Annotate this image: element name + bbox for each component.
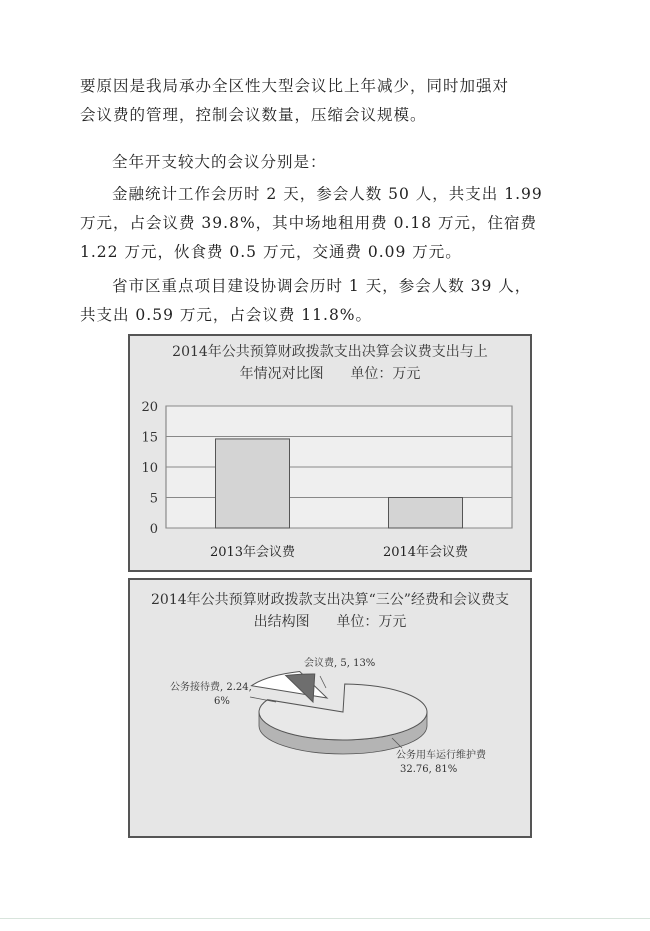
pie-label-vehicle-value: 32.76, 81%	[400, 764, 458, 775]
bar-chart	[128, 334, 532, 572]
paragraph-2-line-1: 全年开支较大的会议分别是：	[112, 153, 327, 171]
paragraph-1-line-1: 要原因是我局承办全区性大型会议比上年减少，同时加强对	[80, 77, 510, 95]
paragraph-2	[80, 148, 580, 177]
bar-chart-title-line-2: 年情况对比图 单位：万元	[239, 366, 421, 382]
paragraph-4-line-1: 省市区重点项目建设协调会历时 1 天，参会人数 39 人，	[112, 277, 532, 295]
bar-chart-title-line-1: 2014年公共预算财政拨款支出决算会议费支出与上	[172, 344, 488, 360]
bar-chart-plot	[130, 336, 530, 570]
pie-chart-title-line-1: 2014年公共预算财政拨款支出决算“三公”经费和会议费支	[151, 592, 509, 608]
paragraph-4	[80, 272, 580, 330]
paragraph-1	[80, 72, 580, 130]
pie-label-vehicle: 公务用车运行维护费	[396, 750, 486, 761]
pie-label-reception-percent: 6%	[214, 696, 230, 707]
leader-line	[250, 697, 276, 702]
pie-chart-title-line-2: 出结构图 单位：万元	[253, 614, 407, 630]
pie-slice	[259, 684, 427, 740]
paragraph-1-line-2: 会议费的管理，控制会议数量，压缩会议规模。	[80, 106, 427, 124]
paragraph-4-line-2: 共支出 0.59 万元，占会议费 11.8%。	[80, 306, 373, 324]
pie-chart	[128, 578, 532, 838]
x-category-label: 2014年会议费	[382, 545, 469, 560]
paragraph-3-line-1: 金融统计工作会历时 2 天，参会人数 50 人，共支出 1.99	[112, 185, 543, 203]
pie-label-meeting: 会议费, 5, 13%	[304, 658, 376, 669]
y-tick-label: 5	[149, 491, 158, 507]
page-bottom-rule	[0, 918, 650, 919]
y-tick-label: 20	[141, 400, 158, 415]
y-tick-label: 0	[149, 522, 158, 537]
y-tick-label: 15	[141, 430, 158, 446]
leader-line	[320, 676, 326, 688]
x-category-label: 2013年会议费	[209, 545, 296, 560]
paragraph-3-line-3: 1.22 万元，伙食费 0.5 万元，交通费 0.09 万元。	[80, 243, 462, 261]
paragraph-3	[80, 180, 580, 267]
y-tick-label: 10	[141, 461, 158, 476]
bar	[389, 498, 463, 529]
pie-label-reception: 公务接待费, 2.24,	[170, 682, 252, 693]
paragraph-3-line-2: 万元，占会议费 39.8%，其中场地租用费 0.18 万元，住宿费	[80, 214, 538, 232]
bar	[216, 439, 290, 528]
pie-chart-plot	[130, 580, 530, 836]
